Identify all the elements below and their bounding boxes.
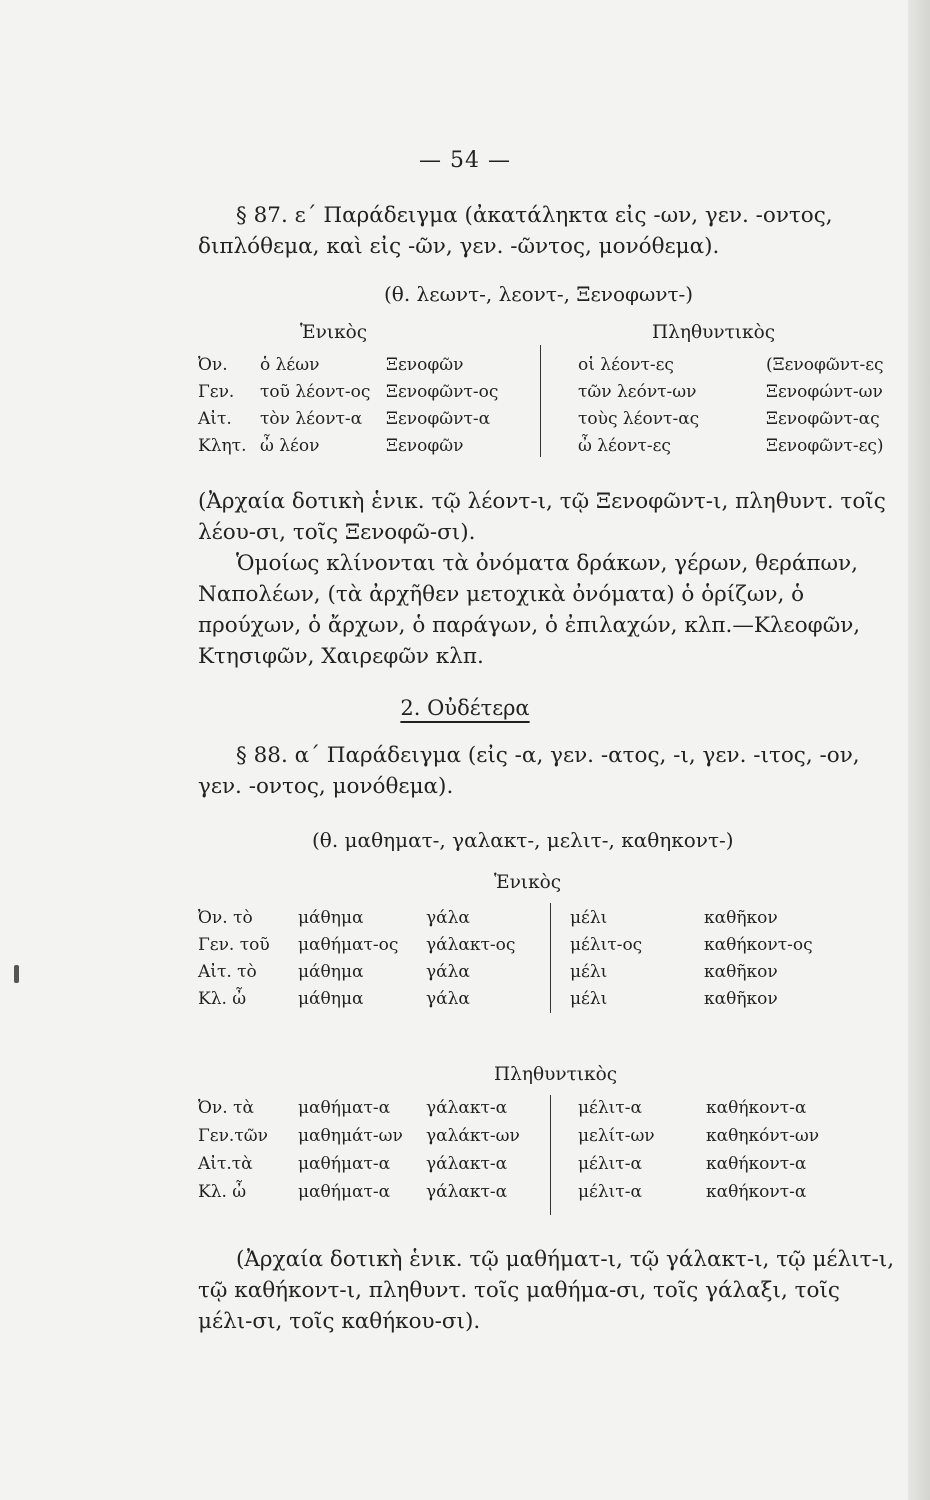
section-88-plural-cell: καθήκοντ-α	[706, 1098, 807, 1118]
section-88-singular-cell: μέλι	[570, 989, 608, 1009]
section-87-table-cell: Ξενοφῶντ-ας	[766, 409, 880, 429]
section-87-table-cell: Ξενοφῶντ-ες)	[766, 436, 884, 456]
section-87-table-cell: ὦ λέοντ-ες	[578, 436, 671, 456]
section-87-heading: § 87. ε΄ Παράδειγμα (ἀκατάληκτα εἰς -ων, γεν. -οντος, διπλόθεμα, καὶ εἰς -ῶν, γεν. -ῶντος, μονόθεμα).	[198, 203, 833, 259]
section-88-singular-cell: μάθημα	[298, 962, 364, 982]
section-88-plural-cell: γάλακτ-α	[426, 1182, 508, 1202]
section-88-plural-row	[198, 1098, 918, 1126]
section-88-singular-cell: γάλακτ-ος	[426, 935, 516, 955]
section-88-plural-cell: γάλακτ-α	[426, 1154, 508, 1174]
section-87-table-cell: τὸν λέοντ-α	[260, 409, 363, 429]
section-88-singular-cell: μέλι	[570, 908, 608, 928]
section-88-plural-header: Πληθυντικὸς	[494, 1064, 618, 1085]
section-87-singular-header: Ἑνικὸς	[300, 322, 368, 343]
section-88-heading: § 88. α΄ Παράδειγμα (εἰς -α, γεν. -ατος, -ι, γεν. -ιτος, -ον, γεν. -οντος, μονόθεμα).	[198, 743, 860, 799]
section-87-table-cell: ὦ λέον	[260, 436, 320, 456]
section-88-plural-cell: Αἰτ.τὰ	[198, 1154, 253, 1174]
section-88-plural-cell: Γεν.τῶν	[198, 1126, 268, 1146]
section-88-singular-cell: καθῆκον	[704, 908, 778, 928]
section-87-table-cell: Ξενοφῶν	[386, 355, 464, 375]
section-88-plural-cell: μέλιτ-α	[578, 1154, 642, 1174]
section-88-plural-cell: μαθήματ-α	[298, 1182, 391, 1202]
section-87-table-cell: ὁ λέων	[260, 355, 320, 375]
section-88-singular-cell: μαθήματ-ος	[298, 935, 399, 955]
section-87-table-cell: τοὺς λέοντ-ας	[578, 409, 700, 429]
section-88-plural-cell: μαθήματ-α	[298, 1098, 391, 1118]
section-88-plural-row	[198, 1154, 918, 1182]
section-87-table-row	[198, 355, 918, 383]
section-88-plural-cell: καθήκοντ-α	[706, 1154, 807, 1174]
section-88-plural-cell: καθηκόντ-ων	[706, 1126, 820, 1146]
section-88-singular-cell: μάθημα	[298, 989, 364, 1009]
section-87-table-cell: Αἰτ.	[198, 409, 232, 429]
section-87-table-cell: Ξενοφώντ-ων	[766, 382, 883, 402]
section-88-singular-cell: μέλι	[570, 962, 608, 982]
section-87-table-cell: τοῦ λέοντ-ος	[260, 382, 371, 402]
section-88-singular-cell: μάθημα	[298, 908, 364, 928]
section-88-singular-row	[198, 935, 918, 963]
section-87-plural-header: Πληθυντικὸς	[652, 322, 776, 343]
section-87-table-row	[198, 436, 918, 464]
section-87-table-cell: (Ξενοφῶντ-ες	[766, 355, 884, 375]
section-88-singular-cell: καθῆκον	[704, 962, 778, 982]
section-88-plural-cell: μαθήματ-α	[298, 1154, 391, 1174]
section-88-singular-cell: Αἰτ. τὸ	[198, 962, 257, 982]
section-88-singular-cell: καθῆκον	[704, 989, 778, 1009]
section-88-note: (Ἀρχαία δοτικὴ ἑνικ. τῷ μαθήματ-ι, τῷ γάλακτ-ι, τῷ μέλιτ-ι, τῷ καθήκοντ-ι, πληθυντ. τοῖς μαθήμα-σι, τοῖς γάλαξι, τοῖς μέλι-σι, τοῖς καθήκου-σι).	[198, 1247, 895, 1334]
ink-blot	[14, 965, 19, 983]
section-87-table-cell: Ξενοφῶντ-ος	[386, 382, 499, 402]
section-88-singular-cell: μέλιτ-ος	[570, 935, 643, 955]
section-87-table-cell: Ξενοφῶντ-α	[386, 409, 491, 429]
section-88-plural-cell: γαλάκτ-ων	[426, 1126, 520, 1146]
section-88-plural-cell: μέλιτ-α	[578, 1182, 642, 1202]
section-87-table-cell: Κλητ.	[198, 436, 247, 456]
section-88-singular-cell: γάλα	[426, 908, 470, 928]
section-88-singular-cell: γάλα	[426, 989, 470, 1009]
section-87-table-cell: Γεν.	[198, 382, 235, 402]
section-88-singular-cell: Ὀν. τὸ	[198, 908, 253, 928]
section-88-plural-cell: Κλ. ὦ	[198, 1182, 247, 1202]
section-87-table-cell: Ξενοφῶν	[386, 436, 464, 456]
section-88-stems: (θ. μαθηματ-, γαλακτ-, μελιτ-, καθηκοντ-)	[312, 828, 734, 852]
section-87-table-row	[198, 409, 918, 437]
section-87-table-cell: Ὀν.	[198, 355, 228, 375]
section-88-singular-header: Ἑνικὸς	[494, 872, 562, 893]
neuter-heading-text: 2. Οὐδέτερα	[400, 696, 530, 720]
section-88-singular-cell: καθήκοντ-ος	[704, 935, 813, 955]
section-88-plural-cell: καθήκοντ-α	[706, 1182, 807, 1202]
section-88-plural-cell: Ὀν. τὰ	[198, 1098, 254, 1118]
section-87-stems: (θ. λεωντ-, λεοντ-, Ξενοφωντ-)	[384, 282, 694, 306]
page-edge	[908, 0, 930, 1500]
section-87-table-cell: τῶν λεόντ-ων	[578, 382, 697, 402]
section-87-similar: Ὁμοίως κλίνονται τὰ ὀνόματα δράκων, γέρων, θεράπων, Ναπολέων, (τὰ ἀρχῆθεν μετοχικὰ ὀνόματα) ὁ ὁρίζων, ὁ προύχων, ὁ ἄρχων, ὁ παράγων, ὁ ἐπιλαχών, κλπ.—Κλεοφῶν, Κτησιφῶν, Χαιρεφῶν κλπ.	[198, 551, 861, 669]
section-88-singular-row	[198, 908, 918, 936]
section-88-plural-cell: μαθημάτ-ων	[298, 1126, 403, 1146]
section-87-table-cell: οἱ λέοντ-ες	[578, 355, 674, 375]
section-87-note: (Ἀρχαία δοτικὴ ἑνικ. τῷ λέοντ-ι, τῷ Ξενοφῶντ-ι, πληθυντ. τοῖς λέου-σι, τοῖς Ξενοφῶ-σι).	[198, 489, 886, 545]
section-88-singular-cell: Γεν. τοῦ	[198, 935, 270, 955]
section-87-table-row	[198, 382, 918, 410]
section-88-plural-cell: μελίτ-ων	[578, 1126, 655, 1146]
neuter-heading	[0, 696, 930, 720]
section-88-singular-cell: Κλ. ὦ	[198, 989, 247, 1009]
section-88-singular-row	[198, 989, 918, 1017]
section-88-plural-cell: μέλιτ-α	[578, 1098, 642, 1118]
section-88-singular-cell: γάλα	[426, 962, 470, 982]
section-88-plural-row	[198, 1126, 918, 1154]
page-number: — 54 —	[419, 148, 511, 173]
section-88-plural-cell: γάλακτ-α	[426, 1098, 508, 1118]
section-88-plural-row	[198, 1182, 918, 1210]
section-88-singular-row	[198, 962, 918, 990]
